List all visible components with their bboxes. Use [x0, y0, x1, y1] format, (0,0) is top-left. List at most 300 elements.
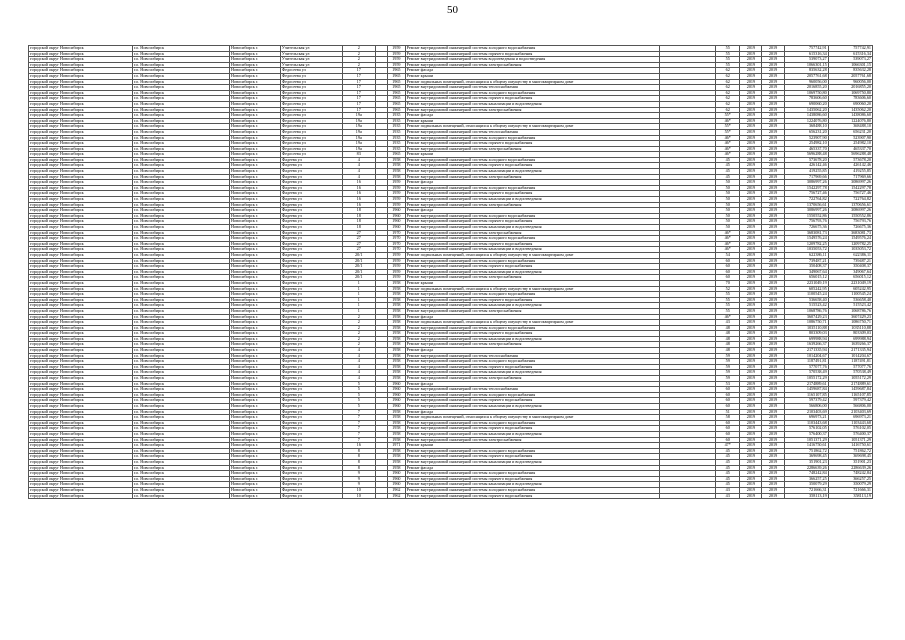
cell-year-start: 2019	[740, 135, 762, 141]
cell-locality: Новосибирск г.	[230, 62, 281, 68]
cell-house-number: 1	[342, 308, 375, 314]
cell-cost-total: 369698,45	[784, 454, 828, 460]
cell-year-start: 2019	[740, 493, 762, 499]
cell-work-type: Ремонт внутридомовой инженерной системы холодного водоснабжения	[405, 46, 659, 52]
cell-year-built: 1960	[387, 404, 405, 410]
cell-municipality: городской округ Новосибирск	[29, 487, 133, 493]
cell-district: г.о. Новосибирск	[132, 420, 229, 426]
cell-locality: Новосибирск г.	[230, 320, 281, 326]
cell-cost-total: 1068786,76	[784, 308, 828, 314]
cell-year-end: 2019	[762, 448, 784, 454]
cell-locality: Новосибирск г.	[230, 476, 281, 482]
cell-wear-percent: 59	[716, 370, 740, 376]
cell-house-number: 8	[342, 465, 375, 471]
cell-year-start: 2019	[740, 387, 762, 393]
cell-cost-fund: 254982,10	[828, 141, 872, 147]
cell-year-start: 2019	[740, 381, 762, 387]
cell-cost-total: 368488,10	[784, 124, 828, 130]
cell-work-type: Ремонт внутридомовой инженерной системы холодного водоснабжения	[405, 448, 659, 454]
cell-work-type: Ремонт внутридомовой инженерной системы холодного водоснабжения	[405, 359, 659, 365]
cell-house-number: 9	[342, 476, 375, 482]
cell-street: Фадеева ул	[280, 169, 342, 175]
cell-cost-total: 756793,76	[784, 219, 828, 225]
cell-year-end: 2019	[762, 420, 784, 426]
cell-year-end: 2019	[762, 275, 784, 281]
cell-municipality: городской округ Новосибирск	[29, 252, 133, 258]
cell-municipality: городской округ Новосибирск	[29, 258, 133, 264]
cell-year-end: 2019	[762, 241, 784, 247]
cell-year-built: 1935	[387, 113, 405, 119]
cell-year-end: 2019	[762, 225, 784, 231]
cell-municipality: городской округ Новосибирск	[29, 448, 133, 454]
cell-locality: Новосибирск г.	[230, 454, 281, 460]
cell-district: г.о. Новосибирск	[132, 202, 229, 208]
cell-municipality: городской округ Новосибирск	[29, 219, 133, 225]
cell-district: г.о. Новосибирск	[132, 247, 229, 253]
cell-street: Фадеева ул	[280, 292, 342, 298]
cell-district: г.о. Новосибирск	[132, 180, 229, 186]
cell-municipality: городской округ Новосибирск	[29, 320, 133, 326]
cell-municipality: городской округ Новосибирск	[29, 275, 133, 281]
cell-year-built: 1959	[387, 185, 405, 191]
cell-work-type: Ремонт внутридомовой инженерной системы горячего водоснабжения	[405, 241, 659, 247]
cell-municipality: городской округ Новосибирск	[29, 213, 133, 219]
cell-street: Федосеева ул	[280, 101, 342, 107]
cell-municipality: городской округ Новосибирск	[29, 169, 133, 175]
cell-cost-fund: 576400,37	[828, 431, 872, 437]
cell-cost-total: 783606,60	[784, 96, 828, 102]
cell-district: г.о. Новосибирск	[132, 275, 229, 281]
cell-cost-fund: 1224076,80	[828, 118, 872, 124]
cell-year-end: 2019	[762, 426, 784, 432]
cell-year-built: 1965	[387, 107, 405, 113]
cell-work-type: Ремонт внутридомовой инженерной системы канализации и водоотведения	[405, 370, 659, 376]
cell-cost-fund: 605242,95	[828, 286, 872, 292]
cell-locality: Новосибирск г.	[230, 348, 281, 354]
cell-year-built: 1960	[387, 381, 405, 387]
cell-work-type: Ремонт крыши	[405, 118, 659, 124]
cell-street: Фадеева ул	[280, 404, 342, 410]
cell-year-built: 1965	[387, 85, 405, 91]
cell-wear-percent: 45	[716, 465, 740, 471]
cell-year-end: 2019	[762, 247, 784, 253]
cell-cost-fund: 368488,10	[828, 124, 872, 130]
cell-work-type: Ремонт внутридомовой инженерной системы холодного водоснабжения	[405, 487, 659, 493]
cell-year-start: 2019	[740, 96, 762, 102]
cell-locality: Новосибирск г.	[230, 415, 281, 421]
cell-municipality: городской округ Новосибирск	[29, 141, 133, 147]
cell-district: г.о. Новосибирск	[132, 431, 229, 437]
cell-year-built: 1959	[387, 258, 405, 264]
cell-cost-fund: 960056,00	[828, 79, 872, 85]
cell-year-start: 2019	[740, 68, 762, 74]
cell-locality: Новосибирск г.	[230, 180, 281, 186]
cell-wear-percent: 50	[716, 185, 740, 191]
cell-locality: Новосибирск г.	[230, 409, 281, 415]
cell-cost-fund: 1438086,60	[828, 113, 872, 119]
cell-year-built: 1958	[387, 314, 405, 320]
cell-municipality: городской округ Новосибирск	[29, 62, 133, 68]
cell-year-end: 2019	[762, 387, 784, 393]
cell-year-end: 2019	[762, 191, 784, 197]
cell-house-number: 18	[342, 208, 375, 214]
cell-year-end: 2019	[762, 376, 784, 382]
cell-cost-total: 1370656,61	[784, 202, 828, 208]
cell-house-number: 8	[342, 454, 375, 460]
cell-locality: Новосибирск г.	[230, 465, 281, 471]
cell-work-type: Ремонт внутридомовой инженерной системы канализации и водоотведения	[405, 169, 659, 175]
cell-year-built: 1958	[387, 437, 405, 443]
cell-municipality: городской округ Новосибирск	[29, 353, 133, 359]
cell-year-built: 1935	[387, 118, 405, 124]
cell-street: Фадеева ул	[280, 364, 342, 370]
cell-year-end: 2019	[762, 202, 784, 208]
cell-locality: Новосибирск г.	[230, 96, 281, 102]
cell-municipality: городской округ Новосибирск	[29, 398, 133, 404]
cell-municipality: городской округ Новосибирск	[29, 280, 133, 286]
cell-municipality: городской округ Новосибирск	[29, 96, 133, 102]
cell-work-type: Ремонт подвальных помещений, относящихся к общему имуществу в многоквартирном доме	[405, 320, 659, 326]
cell-year-built: 1958	[387, 163, 405, 169]
cell-municipality: городской округ Новосибирск	[29, 308, 133, 314]
cell-wear-percent: 55*	[716, 124, 740, 130]
cell-locality: Новосибирск г.	[230, 57, 281, 63]
cell-year-end: 2019	[762, 79, 784, 85]
cell-year-start: 2019	[740, 163, 762, 169]
cell-year-built: 1960	[387, 398, 405, 404]
cell-house-number: 8	[342, 459, 375, 465]
cell-year-end: 2019	[762, 90, 784, 96]
cell-year-start: 2019	[740, 101, 762, 107]
cell-work-type: Ремонт фасада	[405, 409, 659, 415]
cell-work-type: Ремонт внутридомовой инженерной системы горячего водоснабжения	[405, 364, 659, 370]
cell-municipality: городской округ Новосибирск	[29, 387, 133, 393]
cell-cost-fund: 350079,29	[828, 482, 872, 488]
cell-year-built: 1960	[387, 213, 405, 219]
cell-cost-total: 2174889,61	[784, 381, 828, 387]
cell-cost-total: 605242,95	[784, 286, 828, 292]
cell-cost-total: 366257,25	[784, 476, 828, 482]
cell-district: г.о. Новосибирск	[132, 303, 229, 309]
cell-district: г.о. Новосибирск	[132, 493, 229, 499]
cell-cost-fund: 1370656,61	[828, 202, 872, 208]
cell-locality: Новосибирск г.	[230, 191, 281, 197]
cell-work-type: Ремонт внутридомовой инженерной системы канализации и водоотведения	[405, 431, 659, 437]
cell-house-number: 2	[342, 57, 375, 63]
cell-house-number: 1	[342, 286, 375, 292]
cell-district: г.о. Новосибирск	[132, 342, 229, 348]
cell-year-end: 2019	[762, 264, 784, 270]
cell-year-start: 2019	[740, 342, 762, 348]
cell-cost-fund: 3086997,26	[828, 180, 872, 186]
cell-house-number: 4	[342, 157, 375, 163]
cell-street: Фадеева ул	[280, 286, 342, 292]
cell-district: г.о. Новосибирск	[132, 46, 229, 52]
cell-municipality: городской округ Новосибирск	[29, 454, 133, 460]
cell-cost-total: 2231049,19	[784, 280, 828, 286]
cell-wear-percent: 50	[716, 208, 740, 214]
cell-district: г.о. Новосибирск	[132, 68, 229, 74]
cell-cost-fund: 656015,12	[828, 275, 872, 281]
cell-wear-percent: 46*	[716, 236, 740, 242]
cell-district: г.о. Новосибирск	[132, 471, 229, 477]
cell-locality: Новосибирск г.	[230, 90, 281, 96]
cell-work-type: Ремонт внутридомовой инженерной системы электроснабжения	[405, 376, 659, 382]
cell-locality: Новосибирск г.	[230, 225, 281, 231]
cell-district: г.о. Новосибирск	[132, 364, 229, 370]
cell-wear-percent: 46*	[716, 135, 740, 141]
cell-locality: Новосибирск г.	[230, 420, 281, 426]
cell-municipality: городской округ Новосибирск	[29, 376, 133, 382]
cell-locality: Новосибирск г.	[230, 448, 281, 454]
cell-district: г.о. Новосибирск	[132, 264, 229, 270]
cell-wear-percent: 60	[716, 264, 740, 270]
cell-wear-percent: 62	[716, 90, 740, 96]
cell-year-end: 2019	[762, 325, 784, 331]
cell-cost-fund: 1459687,84	[828, 387, 872, 393]
cell-cost-fund: 656231,20	[828, 129, 872, 135]
cell-municipality: городской округ Новосибирск	[29, 230, 133, 236]
cell-street: Фадеева ул	[280, 448, 342, 454]
cell-locality: Новосибирск г.	[230, 174, 281, 180]
cell-wear-percent: 62	[716, 96, 740, 102]
cell-house-number: 4	[342, 174, 375, 180]
cell-year-built: 1935	[387, 129, 405, 135]
cell-street: Федосеева ул	[280, 152, 342, 158]
cell-year-start: 2019	[740, 51, 762, 57]
cell-year-start: 2019	[740, 415, 762, 421]
cell-locality: Новосибирск г.	[230, 431, 281, 437]
cell-cost-fund: 2174889,61	[828, 381, 872, 387]
cell-district: г.о. Новосибирск	[132, 124, 229, 130]
cell-cost-total: 1066301,15	[784, 62, 828, 68]
cell-house-number: 4	[342, 370, 375, 376]
cell-locality: Новосибирск г.	[230, 426, 281, 432]
cell-year-end: 2019	[762, 113, 784, 119]
cell-wear-percent: 46*	[716, 230, 740, 236]
cell-street: Фадеева ул	[280, 431, 342, 437]
cell-municipality: городской округ Новосибирск	[29, 135, 133, 141]
cell-cost-fund: 699988,94	[828, 336, 872, 342]
cell-municipality: городской округ Новосибирск	[29, 208, 133, 214]
cell-wear-percent: 45	[716, 459, 740, 465]
cell-locality: Новосибирск г.	[230, 202, 281, 208]
cell-year-built: 1959	[387, 264, 405, 270]
cell-district: г.о. Новосибирск	[132, 135, 229, 141]
cell-cost-total: 751862,72	[784, 448, 828, 454]
cell-cost-fund: 350408,37	[828, 264, 872, 270]
cell-wear-percent: 60	[716, 387, 740, 393]
cell-wear-percent: 46*	[716, 146, 740, 152]
cell-work-type: Ремонт фасада	[405, 381, 659, 387]
cell-year-built: 1935	[387, 146, 405, 152]
cell-cost-fund: 1542297,78	[828, 185, 872, 191]
cell-locality: Новосибирск г.	[230, 113, 281, 119]
cell-house-number: 10	[342, 493, 375, 499]
cell-year-end: 2019	[762, 431, 784, 437]
cell-year-start: 2019	[740, 269, 762, 275]
cell-cost-fund: 3607429,23	[828, 314, 872, 320]
cell-year-end: 2019	[762, 146, 784, 152]
cell-house-number: 27	[342, 247, 375, 253]
cell-work-type: Ремонт внутридомовой инженерной системы канализации и водоотведения	[405, 336, 659, 342]
cell-municipality: городской округ Новосибирск	[29, 225, 133, 231]
cell-year-end: 2019	[762, 409, 784, 415]
cell-cost-fund: 1549576,24	[828, 236, 872, 242]
cell-locality: Новосибирск г.	[230, 493, 281, 499]
cell-wear-percent: 53	[716, 381, 740, 387]
cell-work-type: Ремонт внутридомовой инженерной системы канализации и водоотведения	[405, 459, 659, 465]
cell-wear-percent: 60	[716, 269, 740, 275]
cell-cost-total: 2286639,26	[784, 465, 828, 471]
cell-work-type: Ремонт внутридомовой инженерной системы канализации и водоотведения	[405, 404, 659, 410]
cell-year-built: 1958	[387, 320, 405, 326]
cell-house-number: 5	[342, 381, 375, 387]
cell-year-built: 1959	[387, 252, 405, 258]
cell-year-built: 1960	[387, 476, 405, 482]
cell-locality: Новосибирск г.	[230, 336, 281, 342]
cell-year-end: 2019	[762, 135, 784, 141]
cell-year-start: 2019	[740, 292, 762, 298]
cell-street: Фадеева ул	[280, 443, 342, 449]
cell-year-start: 2019	[740, 331, 762, 337]
cell-street: Фадеева ул	[280, 370, 342, 376]
cell-cost-total: 1165107,85	[784, 392, 828, 398]
cell-street: Учительская ул	[280, 46, 342, 52]
cell-year-start: 2019	[740, 320, 762, 326]
cell-municipality: городской округ Новосибирск	[29, 264, 133, 270]
cell-street: Фадеева ул	[280, 225, 342, 231]
cell-work-type: Ремонт подвальных помещений, относящихся к общему имуществу в многоквартирном доме	[405, 286, 659, 292]
cell-wear-percent: 43	[716, 493, 740, 499]
cell-district: г.о. Новосибирск	[132, 482, 229, 488]
cell-street: Фадеева ул	[280, 219, 342, 225]
cell-wear-percent: 54	[716, 252, 740, 258]
cell-cost-total: 1542297,78	[784, 185, 828, 191]
cell-cost-total: 350408,37	[784, 264, 828, 270]
cell-district: г.о. Новосибирск	[132, 141, 229, 147]
cell-cost-fund: 2286639,26	[828, 465, 872, 471]
cell-year-start: 2019	[740, 448, 762, 454]
cell-cost-total: 757742,91	[784, 46, 828, 52]
cell-year-built: 1960	[387, 482, 405, 488]
cell-cost-fund: 751862,72	[828, 448, 872, 454]
cell-cost-fund: 722764,82	[828, 197, 872, 203]
cell-street: Фадеева ул	[280, 308, 342, 314]
cell-district: г.о. Новосибирск	[132, 258, 229, 264]
cell-work-type: Ремонт фасада	[405, 465, 659, 471]
cell-year-built: 1958	[387, 364, 405, 370]
cell-cost-total: 426142,46	[784, 163, 828, 169]
page-number: 50	[447, 4, 458, 16]
cell-work-type: Ремонт внутридомовой инженерной системы холодного водоснабжения	[405, 213, 659, 219]
cell-cost-total: 722764,82	[784, 197, 828, 203]
cell-work-type: Ремонт крыши	[405, 73, 659, 79]
cell-street: Фадеева ул	[280, 398, 342, 404]
cell-year-built: 1960	[387, 392, 405, 398]
cell-district: г.о. Новосибирск	[132, 118, 229, 124]
cell-cost-total: 1100545,24	[784, 292, 828, 298]
cell-work-type: Ремонт внутридомовой инженерной системы горячего водоснабжения	[405, 297, 659, 303]
cell-locality: Новосибирск г.	[230, 258, 281, 264]
cell-wear-percent: 55	[716, 297, 740, 303]
cell-cost-fund: 803309,03	[828, 331, 872, 337]
cell-year-built: 1960	[387, 225, 405, 231]
cell-work-type: Ремонт фасада	[405, 68, 659, 74]
cell-house-number: 2	[342, 62, 375, 68]
cell-work-type: Ремонт фасада	[405, 208, 659, 214]
cell-district: г.о. Новосибирск	[132, 443, 229, 449]
cell-year-built: 1958	[387, 342, 405, 348]
cell-street: Фадеева ул	[280, 191, 342, 197]
cell-district: г.о. Новосибирск	[132, 459, 229, 465]
cell-year-start: 2019	[740, 219, 762, 225]
cell-year-end: 2019	[762, 185, 784, 191]
cell-wear-percent: 45	[716, 157, 740, 163]
cell-street: Фадеева ул	[280, 163, 342, 169]
cell-house-number: 10	[342, 487, 375, 493]
cell-year-start: 2019	[740, 213, 762, 219]
cell-work-type: Ремонт внутридомовой инженерной системы холодного водоснабжения	[405, 236, 659, 242]
cell-year-start: 2019	[740, 185, 762, 191]
cell-cost-total: 515523,42	[784, 303, 828, 309]
cell-municipality: городской округ Новосибирск	[29, 415, 133, 421]
cell-year-built: 1958	[387, 459, 405, 465]
cell-cost-fund: 726675,36	[828, 225, 872, 231]
cell-locality: Новосибирск г.	[230, 471, 281, 477]
cell-house-number: 20/1	[342, 264, 375, 270]
cell-cost-fund: 426142,46	[828, 163, 872, 169]
cell-cost-fund: 717969,66	[828, 174, 872, 180]
cell-locality: Новосибирск г.	[230, 376, 281, 382]
cell-year-start: 2019	[740, 376, 762, 382]
cell-year-start: 2019	[740, 471, 762, 477]
cell-wear-percent: 43	[716, 487, 740, 493]
cell-municipality: городской округ Новосибирск	[29, 420, 133, 426]
cell-street: Фадеева ул	[280, 230, 342, 236]
cell-year-built: 1970	[387, 230, 405, 236]
cell-year-built: 1958	[387, 174, 405, 180]
cell-house-number: 19а	[342, 146, 375, 152]
cell-locality: Новосибирск г.	[230, 152, 281, 158]
cell-district: г.о. Новосибирск	[132, 465, 229, 471]
cell-house-number: 19а	[342, 141, 375, 147]
cell-district: г.о. Новосибирск	[132, 208, 229, 214]
cell-street: Федосеева ул	[280, 129, 342, 135]
cell-cost-fund: 1187491,81	[828, 359, 872, 365]
cell-locality: Новосибирск г.	[230, 73, 281, 79]
cell-street: Фадеева ул	[280, 303, 342, 309]
cell-district: г.о. Новосибирск	[132, 152, 229, 158]
cell-work-type: Ремонт внутридомовой инженерной системы холодного водоснабжения	[405, 258, 659, 264]
cell-wear-percent: 60	[716, 420, 740, 426]
cell-wear-percent: 62	[716, 101, 740, 107]
cell-district: г.о. Новосибирск	[132, 392, 229, 398]
cell-year-start: 2019	[740, 297, 762, 303]
cell-work-type: Ремонт внутридомовой инженерной системы электроснабжения	[405, 107, 659, 113]
cell-work-type: Ремонт внутридомовой инженерной системы холодного водоснабжения	[405, 471, 659, 477]
cell-house-number: 20/1	[342, 275, 375, 281]
cell-wear-percent: 62	[716, 73, 740, 79]
cell-year-start: 2019	[740, 180, 762, 186]
cell-work-type: Ремонт крыши	[405, 443, 659, 449]
cell-year-built: 1958	[387, 286, 405, 292]
cell-cost-total: 656015,12	[784, 275, 828, 281]
cell-work-type: Ремонт внутридомовой инженерной системы электроснабжения	[405, 308, 659, 314]
cell-year-end: 2019	[762, 437, 784, 443]
cell-house-number: 17	[342, 101, 375, 107]
cell-street: Фадеева ул	[280, 252, 342, 258]
